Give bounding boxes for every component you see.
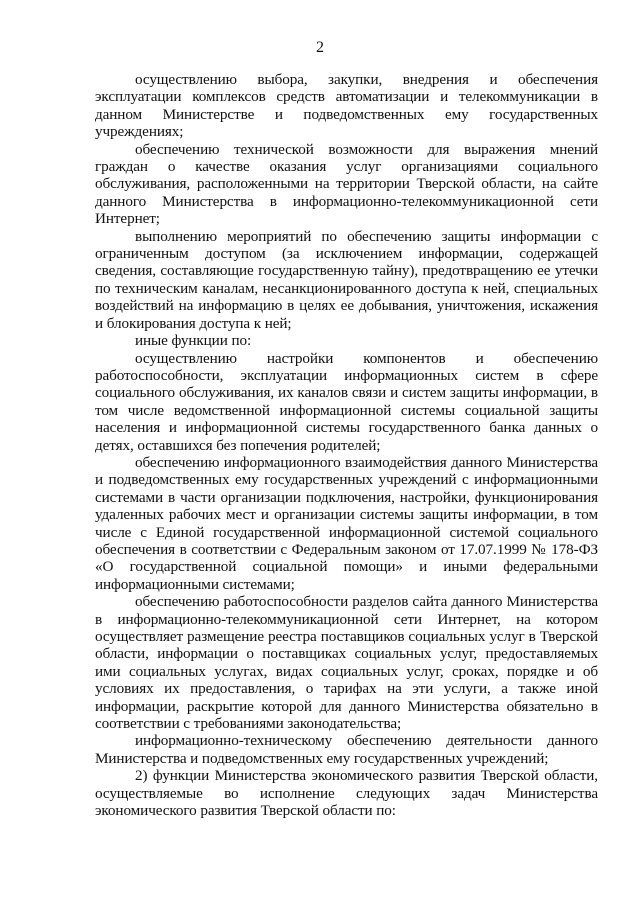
paragraph: обеспечению работоспособности разделов сайта данного Министерства в информационно-телекоммуникационной сети Интернет, на котором осуществляет размещение реестра поставщиков социальных услуг в Тверской области, информации о поставщиках социальных услуг, предоставляемых ими социальных услугах, видах социальных услуг, сроках, порядке и об условиях их предоставления, о тарифах на эти услуги, а также иной информации, раскрытие которой для данного Министерства обязательно в соответствии с требованиями законодательства;: [95, 593, 598, 733]
paragraph: иные функции по:: [135, 332, 252, 350]
paragraph: информационно-техническому обеспечению деятельности данного Министерства и подведомственных ему государственных учреждений;: [95, 732, 598, 767]
paragraph: осуществлению настройки компонентов и обеспечению работоспособности, эксплуатации информационных систем в сфере социального обслуживания, их каналов связи и систем защиты информации, в том числе ведомственной информационной системы социальной защиты населения и информационной системы государственного банка данных о детях, оставшихся без попечения родителей;: [95, 349, 598, 454]
paragraph: обеспечению технической возможности для выражения мнений граждан о качестве оказания услуг организациями социального обслуживания, расположенными на территории Тверской области, на сайте данного Министерства в информационно-телекоммуникационной сети Интернет;: [95, 140, 598, 228]
paragraph: обеспечению информационного взаимодействия данного Министерства и подведомственных ему государственных учреждений с информационными системами в части организации подключения, настройки, функционирования удаленных рабочих мест и организации системы защиты информации, в том числе с Единой государственной информационной системой социального обеспечения в соответствии с Федеральным законом от 17.07.1999 № 178-ФЗ «О государственной социальной помощи» и иными федеральными информационными системами;: [95, 453, 598, 593]
paragraph: 2) функции Министерства экономического развития Тверской области, осуществляемые во исполнение следующих задач Министерства экономического развития Тверской области по:: [95, 767, 598, 820]
page-number: 2: [316, 39, 324, 56]
document-body: [95, 71, 598, 819]
paragraph: осуществлению выбора, закупки, внедрения и обеспечения эксплуатации комплексов средств автоматизации и телекоммуникации в данном Министерстве и подведомственных ему государственных учреждениях;: [95, 71, 598, 141]
paragraph: выполнению мероприятий по обеспечению защиты информации с ограниченным доступом (за исключением информации, содержащей сведения, составляющие государственную тайну), предотвращению ее утечки по техническим каналам, несанкционированного доступа к ней, специальных воздействий на информацию в целях ее добывания, уничтожения, искажения и блокирования доступа к ней;: [95, 227, 598, 332]
